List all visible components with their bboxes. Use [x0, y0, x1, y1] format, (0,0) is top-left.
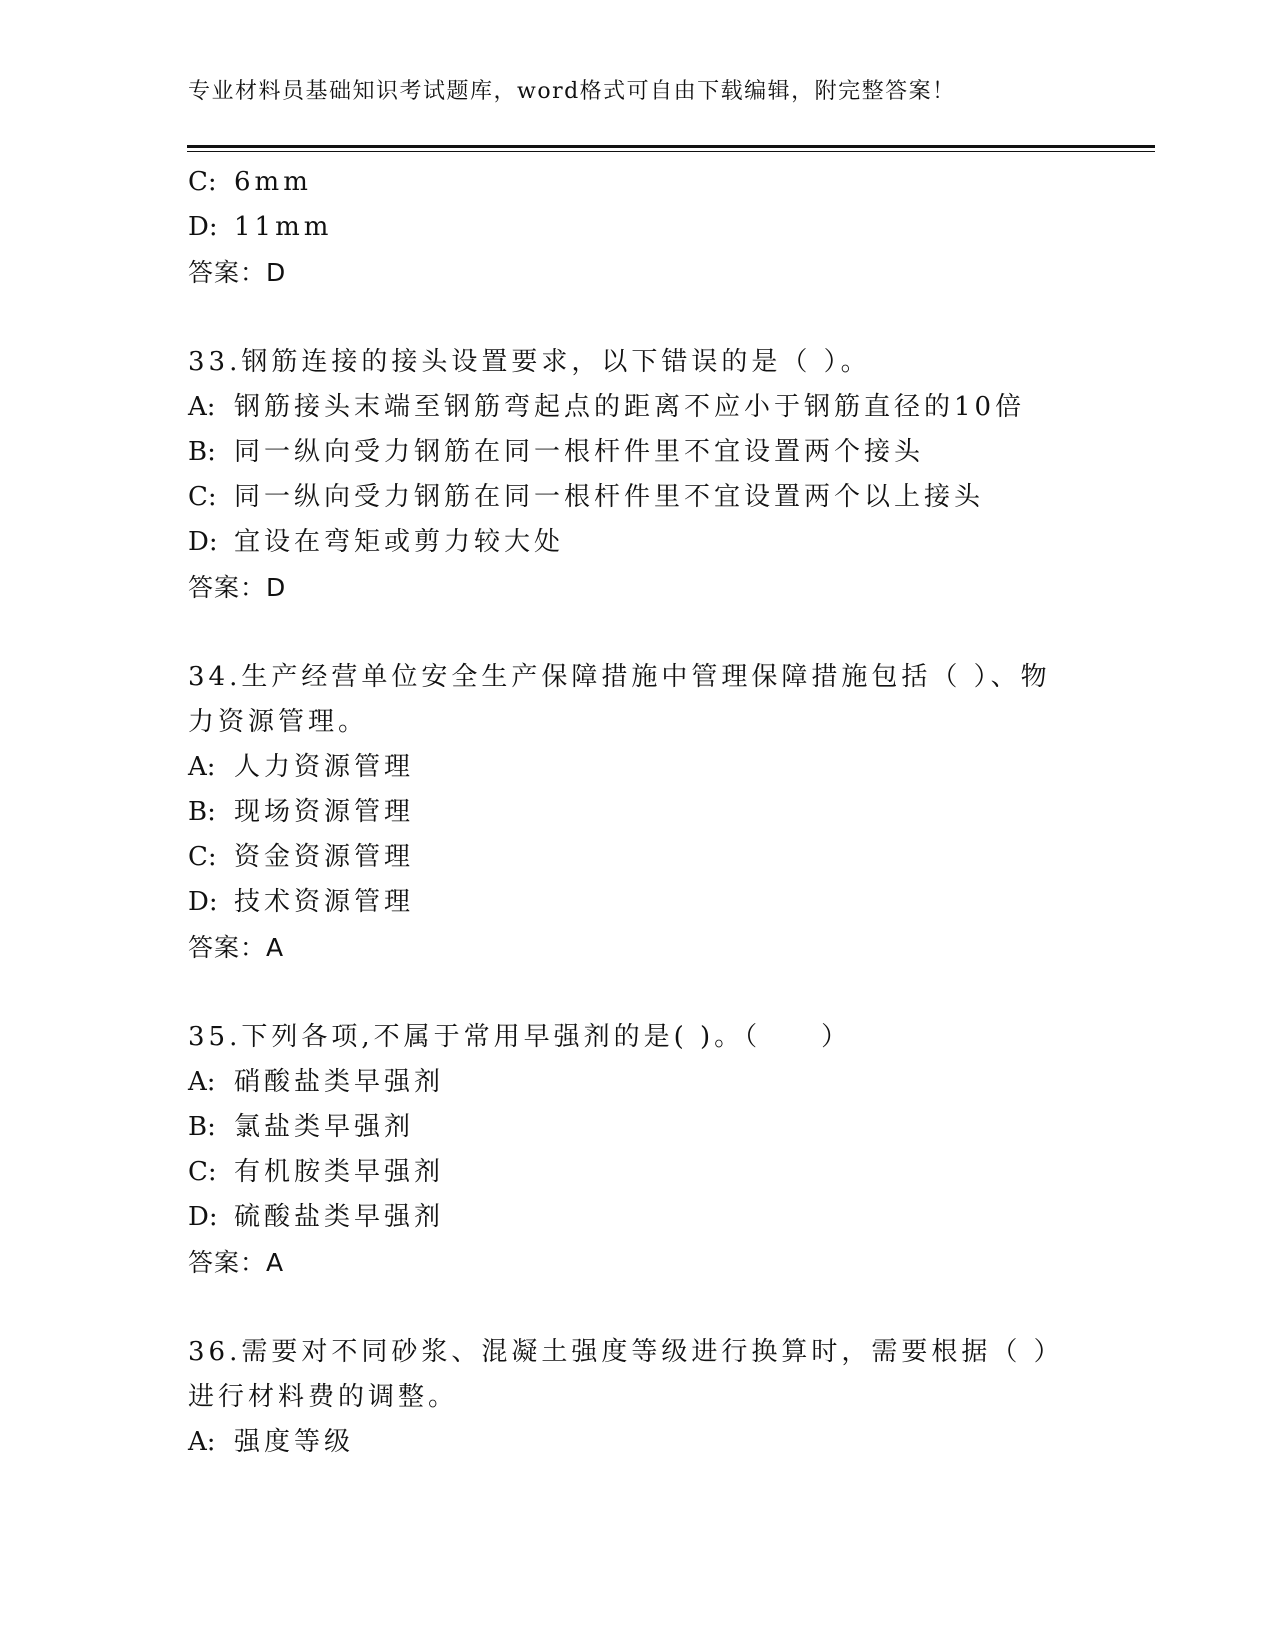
option-text: 同一纵向受力钢筋在同一根杆件里不宜设置两个接头 — [234, 437, 925, 467]
option-text: 硫酸盐类早强剂 — [234, 1202, 445, 1232]
option-letter: A: — [188, 1427, 216, 1457]
option-line — [188, 475, 1068, 520]
option-letter: C: — [188, 482, 217, 512]
option-line — [188, 1420, 1068, 1465]
option-text: 资金资源管理 — [234, 842, 415, 872]
option-line — [188, 1060, 1068, 1105]
option-line — [188, 1150, 1068, 1195]
option-line — [188, 880, 1068, 925]
option-letter: A: — [188, 392, 216, 422]
option-letter: B: — [188, 797, 216, 827]
option-letter: A: — [188, 752, 216, 782]
option-letter: B: — [188, 1112, 216, 1142]
option-line — [188, 520, 1068, 565]
option-text: 11mm — [234, 212, 333, 242]
option-letter: C: — [188, 1157, 217, 1187]
answer-line: 答案：A — [188, 1248, 285, 1277]
option-letter: D: — [188, 1202, 218, 1232]
option-line — [188, 790, 1068, 835]
option-text: 现场资源管理 — [234, 797, 415, 827]
option-letter: A: — [188, 1067, 216, 1097]
option-line — [188, 1195, 1068, 1240]
answer-line: 答案：A — [188, 933, 285, 962]
header-rule-thin — [187, 151, 1155, 152]
option-line — [188, 1105, 1068, 1150]
option-line — [188, 835, 1068, 880]
option-text: 氯盐类早强剂 — [234, 1112, 415, 1142]
option-line — [188, 430, 1068, 475]
question-title: 36.需要对不同砂浆、混凝土强度等级进行换算时，需要根据（ ）进行材料费的调整。 — [188, 1337, 1064, 1412]
answer-line: 答案：D — [188, 258, 287, 287]
option-letter: D: — [188, 887, 218, 917]
option-line — [188, 745, 1068, 790]
header-rule-thick — [187, 145, 1155, 148]
question-title: 33.钢筋连接的接头设置要求，以下错误的是（ ）。 — [188, 347, 871, 377]
option-letter: B: — [188, 437, 216, 467]
option-line — [188, 205, 1068, 250]
option-letter: D: — [188, 212, 218, 242]
option-text: 人力资源管理 — [234, 752, 415, 782]
question-title: 35.下列各项,不属于常用早强剂的是( )。（ ） — [188, 1022, 852, 1052]
option-letter: C: — [188, 167, 217, 197]
option-letter: D: — [188, 527, 218, 557]
question-title: 34.生产经营单位安全生产保障措施中管理保障措施包括（ ）、物力资源管理。 — [188, 662, 1051, 737]
option-text: 钢筋接头末端至钢筋弯起点的距离不应小于钢筋直径的10倍 — [234, 392, 1026, 422]
option-line — [188, 160, 1068, 205]
option-text: 硝酸盐类早强剂 — [234, 1067, 445, 1097]
option-text: 宜设在弯矩或剪力较大处 — [234, 527, 565, 557]
answer-line: 答案：D — [188, 573, 287, 602]
option-text: 强度等级 — [234, 1427, 355, 1457]
option-text: 同一纵向受力钢筋在同一根杆件里不宜设置两个以上接头 — [234, 482, 985, 512]
option-letter: C: — [188, 842, 217, 872]
option-line — [188, 385, 1068, 430]
question-content — [188, 160, 1068, 1465]
page-header: 专业材料员基础知识考试题库，word格式可自由下载编辑，附完整答案！ — [188, 79, 956, 104]
option-text: 6mm — [234, 167, 312, 197]
option-text: 技术资源管理 — [234, 887, 415, 917]
option-text: 有机胺类早强剂 — [234, 1157, 445, 1187]
